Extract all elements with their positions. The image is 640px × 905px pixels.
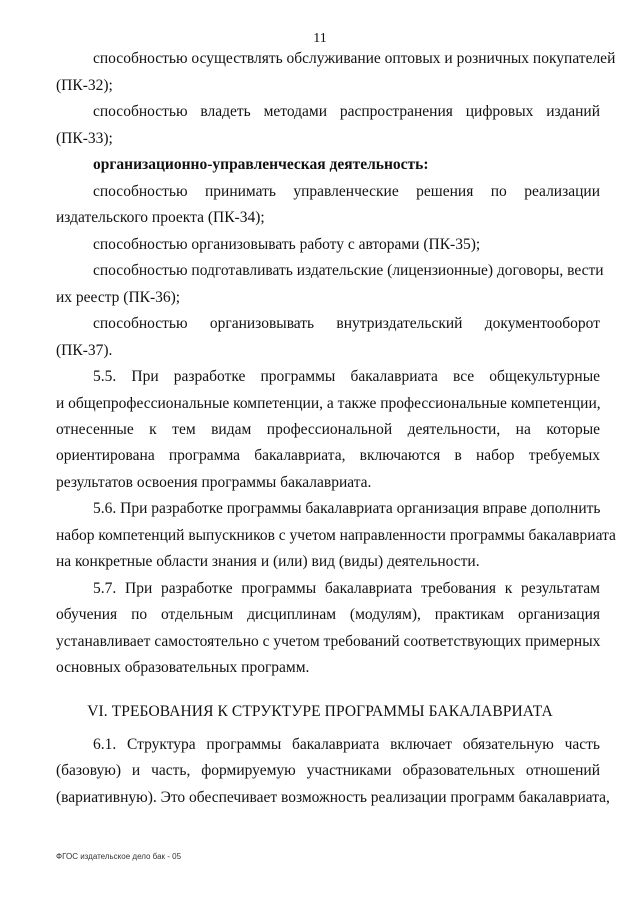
text-line: результатов освоения программы бакалавриата. [56,474,372,491]
text-line: 6.1. Структура программы бакалавриата включает обязательную часть [93,736,600,753]
text-line: обучения по отдельным дисциплинам (модулям), практикам организация [56,606,600,623]
text-line: издательского проекта (ПК-34); [56,209,265,226]
footer-note: ФГОС издательское дело бак - 05 [56,852,182,861]
text-line: 5.7. При разработке программы бакалавриата требования к результатам [93,580,600,597]
text-line: набор компетенций выпускников с учетом направленности программы бакалавриата [56,527,616,544]
text-line: (ПК-33); [56,130,113,147]
text-line: их реестр (ПК-36); [56,289,181,306]
text-line: (ПК-37). [56,342,113,359]
subheading: организационно-управленческая деятельность: [93,156,429,173]
section-title: VI. ТРЕБОВАНИЯ К СТРУКТУРЕ ПРОГРАММЫ БАКАЛАВРИАТА [87,703,553,720]
text-line: отнесенные к тем видам профессиональной деятельности, на которые [56,421,600,438]
text-line: устанавливает самостоятельно с учетом требований соответствующих примерных [56,633,601,650]
text-line: (базовую) и часть, формируемую участниками образовательных отношений [56,762,600,779]
text-line: способностью организовывать внутриздательский документооборот [93,315,600,332]
text-line: (ПК-32); [56,77,113,94]
text-line: и общепрофессиональные компетенции, а также профессиональные компетенции, [56,395,601,412]
text-line: способностью владеть методами распространения цифровых изданий [93,103,600,120]
text-line: 5.5. При разработке программы бакалавриата все общекультурные [93,368,600,385]
text-line: основных образовательных программ. [56,659,310,676]
page-number: 11 [313,31,327,46]
text-line: способностью принимать управленческие решения по реализации [93,183,600,200]
text-line: (вариативную). Это обеспечивает возможность реализации программ бакалавриата, [56,789,610,806]
text-line: способностью организовывать работу с авторами (ПК-35); [93,236,481,253]
text-line: способностью подготавливать издательские (лицензионные) договоры, вести [93,262,604,279]
text-line: на конкретные области знания и (или) вид (виды) деятельности. [56,553,480,570]
text-line: ориентирована программа бакалавриата, включаются в набор требуемых [56,447,600,464]
text-line: способностью осуществлять обслуживание оптовых и розничных покупателей [93,50,616,67]
text-line: 5.6. При разработке программы бакалавриата организация вправе дополнить [93,500,601,517]
